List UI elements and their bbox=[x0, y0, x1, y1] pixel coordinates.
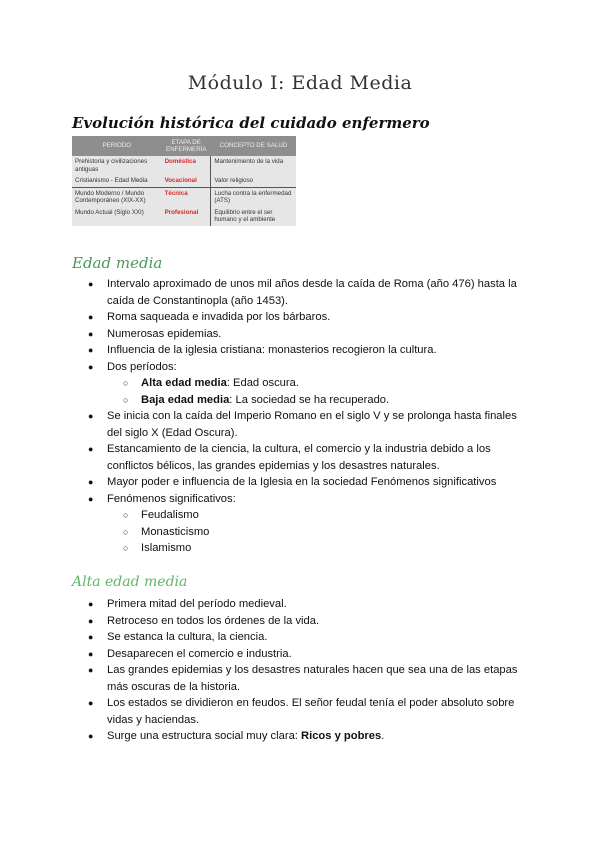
evolucion-heading: Evolución histórica del cuidado enfermero bbox=[72, 114, 430, 132]
sublist-item: ○ Islamismo bbox=[107, 540, 528, 557]
list-item-text: Surge una estructura social muy clara: bbox=[107, 730, 302, 742]
table-row bbox=[72, 187, 296, 207]
list-item: ● Numerosas epidemias. bbox=[88, 326, 528, 343]
table-cell-concepto: Lucha contra la enfermedad (ATS) bbox=[211, 187, 296, 207]
list-item: ● Influencia de la iglesia cristiana: monasterios recogieron la cultura. bbox=[88, 342, 528, 359]
list-item: ● Se estanca la cultura, la ciencia. bbox=[88, 629, 528, 646]
table-cell-periodo: Mundo Moderno / Mundo Contemporáneo (XIX-XX) bbox=[72, 187, 162, 207]
list-item-end: . bbox=[381, 730, 385, 742]
sublist-item: ○ Monasticismo bbox=[107, 524, 528, 541]
list-item: ● Intervalo aproximado de unos mil años desde la caída de Roma (año 476) hasta la caída de Constantinopla (año 1453). bbox=[88, 276, 528, 309]
list-item bbox=[88, 491, 528, 557]
table-cell-periodo: Prehistoria y civilizaciones antiguas bbox=[75, 158, 148, 173]
table-row bbox=[72, 207, 296, 226]
list-item bbox=[88, 728, 528, 745]
sublist-item bbox=[107, 375, 528, 392]
sublist-item: ○ Feudalismo bbox=[107, 507, 528, 524]
list-item: ● Se inicia con la caída del Imperio Romano en el siglo V y se prolonga hasta finales del siglo X (Edad Oscura). bbox=[88, 408, 528, 441]
table-header-cell: CONCEPTO DE SALUD bbox=[211, 136, 296, 156]
edad-media-heading: Edad media bbox=[72, 254, 163, 272]
table-cell-etapa: Doméstica bbox=[164, 158, 196, 165]
table-cell-concepto: Valor religioso bbox=[211, 175, 296, 187]
term-bold: Baja edad media bbox=[141, 393, 230, 406]
table-header-row bbox=[72, 136, 296, 156]
fenomenos-sublist bbox=[107, 507, 528, 557]
table-header-cell: PERIODO bbox=[72, 136, 162, 156]
list-item: ● Primera mitad del período medieval. bbox=[88, 596, 528, 613]
list-item: ● Los estados se dividieron en feudos. El señor feudal tenía el poder absoluto sobre vidas y haciendas. bbox=[88, 695, 528, 728]
list-item: ● Estancamiento de la ciencia, la cultura, el comercio y la industria debido a los conflictos bélicos, las grandes epidemias y los desastres naturales. bbox=[88, 441, 528, 474]
term-desc: : Edad oscura. bbox=[226, 377, 299, 389]
table-cell-etapa: Vocacional bbox=[164, 177, 197, 184]
list-item-text: Dos períodos: bbox=[107, 360, 177, 373]
table-cell-etapa: Técnica bbox=[162, 187, 211, 207]
list-item-text: Fenómenos significativos: bbox=[107, 492, 236, 505]
table-cell-periodo: Cristianismo - Edad Media bbox=[75, 177, 148, 184]
historical-table bbox=[72, 136, 296, 226]
alta-edad-media-list bbox=[88, 596, 528, 745]
table-row bbox=[72, 156, 296, 175]
sublist-item bbox=[107, 392, 528, 409]
list-item: ● Desaparecen el comercio e industria. bbox=[88, 646, 528, 663]
alta-edad-media-heading: Alta edad media bbox=[72, 574, 188, 590]
table-cell-concepto: Equilibrio entre el ser humano y el ambiente bbox=[211, 207, 296, 226]
list-item: ● Roma saqueada e invadida por los bárbaros. bbox=[88, 309, 528, 326]
list-item: ● Las grandes epidemias y los desastres naturales hacen que sea una de las etapas más oscuras de la historia. bbox=[88, 662, 528, 695]
list-item: ● Mayor poder e influencia de la Iglesia en la sociedad Fenómenos significativos bbox=[88, 474, 528, 491]
periodos-sublist bbox=[107, 375, 528, 408]
page-title: Módulo I: Edad Media bbox=[187, 72, 413, 94]
term-bold: Ricos y pobres bbox=[301, 730, 382, 742]
list-item bbox=[88, 359, 528, 409]
term-bold: Alta edad media bbox=[141, 377, 227, 389]
edad-media-list bbox=[88, 276, 528, 557]
table-row bbox=[72, 175, 296, 187]
term-desc: : La sociedad se ha recuperado. bbox=[229, 393, 390, 406]
table-header-cell: ETAPA DE ENFERMERÍA bbox=[162, 136, 211, 156]
list-item: ● Retroceso en todos los órdenes de la vida. bbox=[88, 613, 528, 630]
table-cell-periodo: Mundo Actual (Siglo XXI) bbox=[75, 208, 144, 216]
table-cell-concepto: Mantenimiento de la vida bbox=[211, 156, 296, 175]
table-cell-etapa: Profesional bbox=[164, 208, 199, 216]
